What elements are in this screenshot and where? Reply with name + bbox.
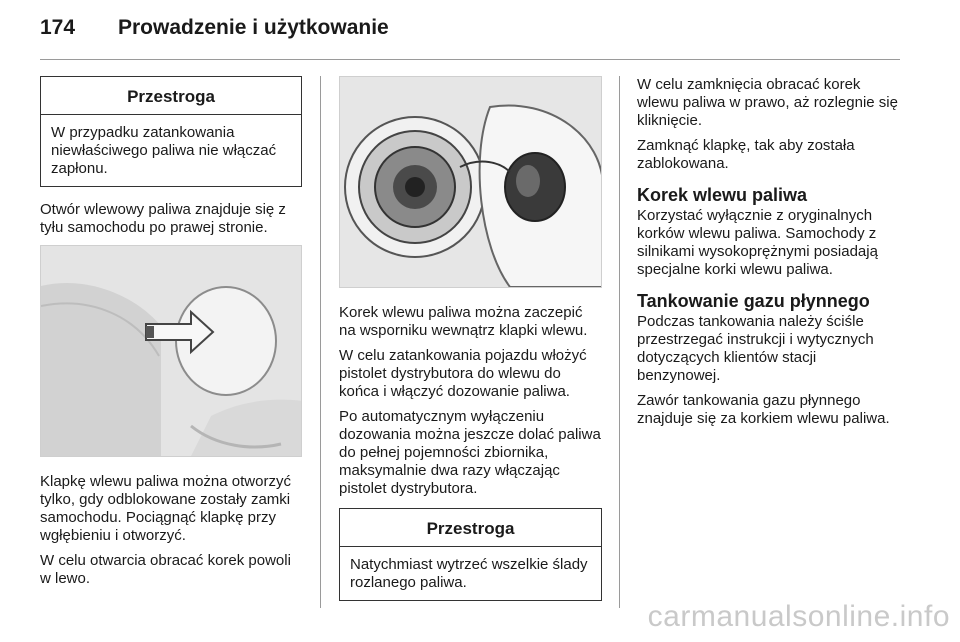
paragraph: Korzystać wyłącznie z oryginalnych korków wlewu paliwa. Samochody z silnikami wysokoprężnymi posiadają specjalne korki wlewu paliwa. xyxy=(637,207,878,278)
fuel-cap-open-drawing xyxy=(340,77,602,287)
header-rule xyxy=(40,59,900,60)
paragraph: W celu zatankowania pojazdu włożyć pistolet dystrybutora do wlewu do końca i włączyć dozowanie paliwa. xyxy=(339,347,587,400)
paragraph: Otwór wlewowy paliwa znajduje się z tyłu samochodu po prawej stronie. xyxy=(40,201,286,236)
paragraph: Zamknąć klapkę, tak aby została zablokowana. xyxy=(637,137,855,172)
paragraph: W celu otwarcia obracać korek powoli w lewo. xyxy=(40,552,291,587)
fuel-flap-closed-drawing xyxy=(41,246,302,456)
paragraph: Po automatycznym wyłączeniu dozowania można jeszcze dolać paliwa do pełnej pojemności zbiornika, maksymalnie dwa razy włączając pistolet dystrybutora. xyxy=(339,408,601,497)
fuel-cap-open-illustration xyxy=(339,76,602,288)
caution-title: Przestroga xyxy=(340,509,601,547)
paragraph: Korek wlewu paliwa można zaczepić na wsporniku wewnątrz klapki wlewu. xyxy=(339,304,588,339)
caution-text: W przypadku zatankowania niewłaściwego paliwa nie włączać zapłonu. xyxy=(51,124,277,177)
column-divider-1 xyxy=(320,76,321,608)
paragraph: Klapkę wlewu paliwa można otworzyć tylko, gdy odblokowane zostały zamki samochodu. Pociągnąć klapkę przy wgłębieniu i otworzyć. xyxy=(40,473,291,544)
page-header xyxy=(40,16,910,56)
watermark: carmanualsonline.info xyxy=(647,600,950,633)
caution-box xyxy=(339,508,602,601)
caution-box xyxy=(40,76,302,187)
paragraph: W celu zamknięcia obracać korek wlewu paliwa w prawo, aż rozlegnie się kliknięcie. xyxy=(637,76,898,129)
section-heading: Korek wlewu paliwa xyxy=(637,185,808,205)
page-number: 174 xyxy=(40,16,76,39)
paragraph: Podczas tankowania należy ściśle przestrzegać instrukcji i wytycznych dotyczących klientów stacji benzynowej. xyxy=(637,313,874,384)
column-3 xyxy=(637,76,903,435)
caution-text: Natychmiast wytrzeć wszelkie ślady rozlanego paliwa. xyxy=(350,556,588,591)
column-1 xyxy=(40,76,302,595)
fuel-flap-closed-illustration xyxy=(40,245,302,457)
column-divider-2 xyxy=(619,76,620,608)
section-heading: Tankowanie gazu płynnego xyxy=(637,291,870,311)
column-2 xyxy=(339,76,602,615)
paragraph: Zawór tankowania gazu płynnego znajduje się za korkiem wlewu paliwa. xyxy=(637,392,890,427)
caution-title: Przestroga xyxy=(41,77,301,115)
page-title: Prowadzenie i użytkowanie xyxy=(118,16,389,39)
